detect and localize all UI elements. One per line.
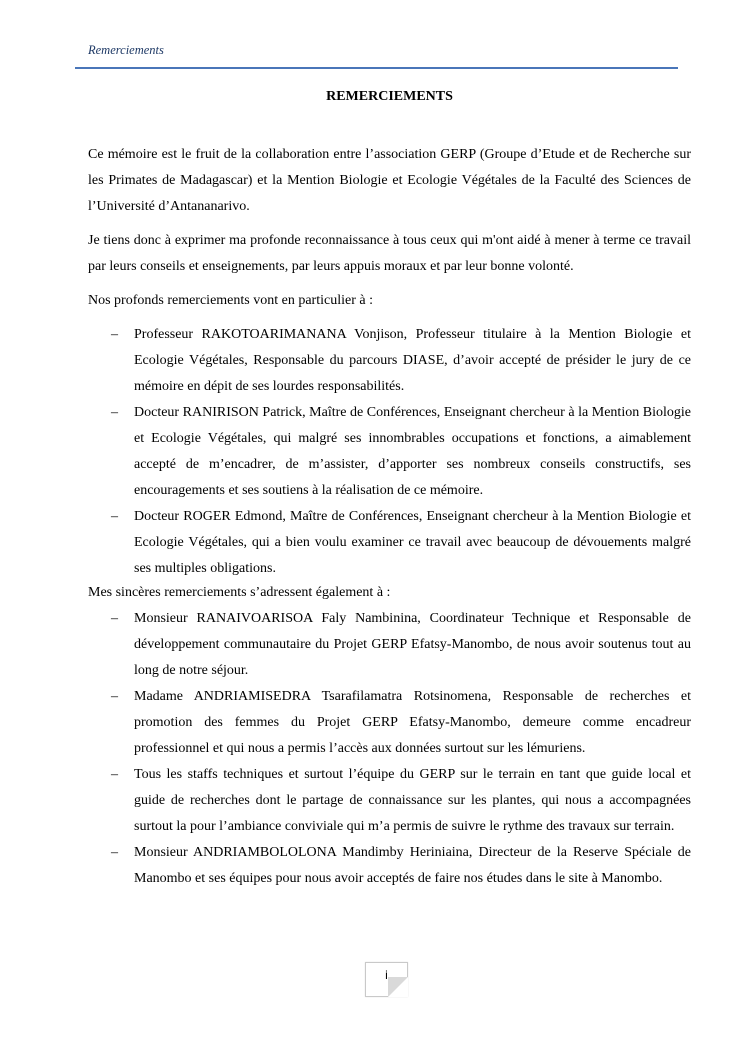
list-item (88, 322, 691, 400)
field-thanks-list (88, 606, 691, 892)
particular-thanks-paragraph: Nos profonds remerciements vont en particulier à : (88, 293, 373, 308)
list-item-text: Monsieur RANAIVOARISOA Faly Nambinina, Coordinateur Technique et Responsable de développement communautaire du Projet GERP Efatsy-Manombo, de nous avoir soutenus tout au long de notre séjour. (134, 611, 691, 678)
list-dash: – (111, 611, 118, 626)
list-dash: – (111, 767, 118, 782)
page-title: REMERCIEMENTS (326, 89, 453, 104)
intro-paragraph: Ce mémoire est le fruit de la collaboration entre l’association GERP (Groupe d’Etude et de Recherche sur les Primates de Madagascar) et la Mention Biologie et Ecologie Végétales de la Faculté des Sciences de l’Université d’Antananarivo. (88, 147, 691, 214)
list-item-text: Madame ANDRIAMISEDRA Tsarafilamatra Rotsinomena, Responsable de recherches et promotion des femmes du Projet GERP Efatsy-Manombo, demeure comme encadreur professionnel et qui nous a permis l’accès aux données surtout sur les lémuriens. (134, 689, 691, 756)
list-item (88, 504, 691, 582)
list-dash: – (111, 327, 118, 342)
list-item-text: Professeur RAKOTOARIMANANA Vonjison, Professeur titulaire à la Mention Biologie et Ecologie Végétales, Responsable du parcours DIASE, d’avoir accepté de présider le jury de ce mémoire en dépit de ses lourdes responsabilités. (134, 327, 691, 394)
list-item (88, 400, 691, 504)
list-item (88, 840, 691, 892)
list-item (88, 684, 691, 762)
page-number-box (365, 962, 408, 997)
list-dash: – (111, 405, 118, 420)
list-dash: – (111, 509, 118, 524)
list-item-text: Monsieur ANDRIAMBOLOLONA Mandimby Heriniaina, Directeur de la Reserve Spéciale de Manombo et ses équipes pour nous avoir acceptés de faire nos études dans le site à Manombo. (134, 845, 691, 886)
list-item-text: Tous les staffs techniques et surtout l’équipe du GERP sur le terrain en tant que guide local et guide de recherches dont le partage de connaissance sur les plantes, qui nous a accompagnées surtout la pour l’ambiance conviviale qui m’a permis de suivre le rythme des travaux sur terrain. (134, 767, 691, 834)
list-item (88, 606, 691, 684)
page-curl-decoration (388, 977, 408, 997)
document-body (88, 142, 691, 892)
header-divider (75, 67, 678, 69)
list-dash: – (111, 845, 118, 860)
sub-intro-paragraph: Mes sincères remerciements s’adressent également à : (88, 585, 391, 600)
gratitude-paragraph: Je tiens donc à exprimer ma profonde reconnaissance à tous ceux qui m'ont aidé à mener à terme ce travail par leurs conseils et enseignements, par leurs appuis moraux et par leur bonne volonté. (88, 233, 691, 274)
academic-thanks-list (88, 322, 691, 582)
page-number: i (385, 968, 388, 982)
list-item-text: Docteur RANIRISON Patrick, Maître de Conférences, Enseignant chercheur à la Mention Biologie et Ecologie Végétales, qui malgré ses innombrables occupations et fonctions, a aimablement accepté de m’encadrer, de m’assister, d’apporter ses nombreux conseils constructifs, ses encouragements et ses soutiens à la réalisation de ce mémoire. (134, 405, 691, 498)
list-item (88, 762, 691, 840)
list-dash: – (111, 689, 118, 704)
running-header: Remerciements (88, 43, 164, 57)
list-item-text: Docteur ROGER Edmond, Maître de Conférences, Enseignant chercheur à la Mention Biologie et Ecologie Végétales, qui a bien voulu examiner ce travail avec beaucoup de dévouements malgré ses multiples obligations. (134, 509, 691, 576)
